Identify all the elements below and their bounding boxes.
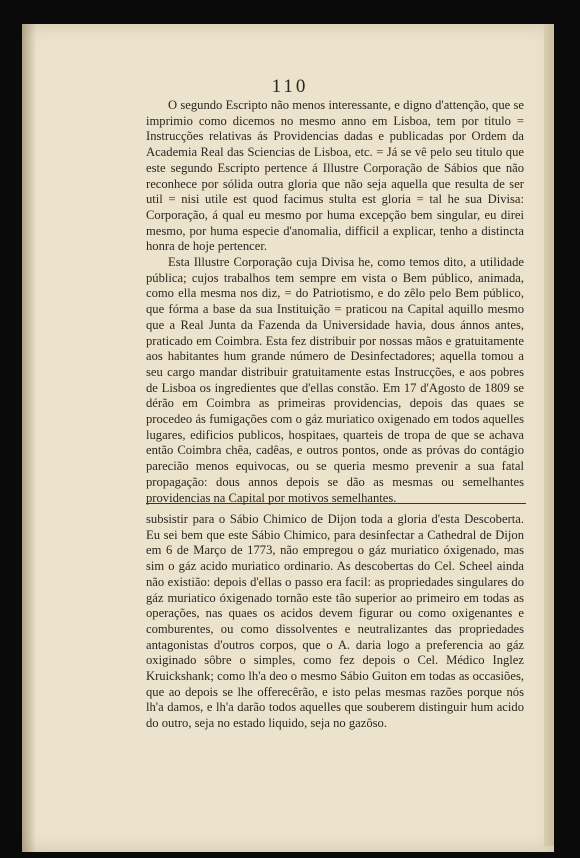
paragraph: Esta Illustre Corporação cuja Divisa he, como temos dito, a utilidade pública; cujos trabalhos tem sempre em vista o Bem público, animada, como ella mesma nos diz, = do Patriotismo, e do zêlo pelo Bem público, que fórma a base da sua Instituição = praticou na Capital aquillo mesmo que a Real Junta da Fazenda da Universidade havia, dous ánnos antes, praticado em Coimbra. Esta fez distribuir por nossas mãos e gratuitamente aos habitantes hum grande número de Desinfectadores; aquella tomou a seu cargo mandar distribuir gratuitamente estas Instrucções, e aos pobres de Lisboa os ingredientes que d'ellas constão. Em 17 d'Agosto de 1809 se dérão em Coimbra as primeiras providencias, depois das quaes se procedeo ás fumigações com o gáz muriatico oxigenado em todos aquelles lugares, edificios publicos, hospitaes, quarteis de tropa de que se achava então Coimbra chêa, cadêas, e outros pontos, onde as próvas do contágio parecião menos equivocas, ou se queria mesmo prevenir a sua fatal propagação: dous annos depois se dão as mesmas ou semelhantes providencias na Capital por motivos semelhantes. [146, 255, 524, 505]
page-edge [544, 24, 554, 846]
paragraph: O segundo Escripto não menos interessante, e digno d'attenção, que se imprimio como dicemos no mesmo anno em Lisboa, tem por titulo = Instrucções relativas ás Providencias dadas e publicadas por Ordem da Academia Real das Sciencias de Lisboa, etc. = Já se vê pelo seu titulo que este segundo Escripto pertence á Illustre Corporação de Sábios que não reconhece por sólida outra gloria que não seja aquella que resulta de ser util = nisi utile est quod facimus stulta est gloria = tal he sua Divisa: Corporação, á qual eu mesmo por huma excepção bem singular, eu direi mesmo, por huma especie d'anomalia, difficil a explicar, tenho a distincta honra de hoje pertencer. [146, 98, 524, 254]
main-text [146, 98, 524, 506]
footnote-paragraph: subsistir para o Sábio Chimico de Dijon toda a gloria d'esta Descoberta. Eu sei bem que este Sábio Chimico, para desinfectar a Cathedral de Dijon em 6 de Março de 1773, não empregou o gáz muriatico óxigenado, mas sim o gáz acido muriatico ordinario. As descobertas do Cel. Scheel ainda não existião: depois d'ellas o passo era facil: as propriedades singulares do gáz muriatico óxigenado tornão este tão superior ao primeiro em todas as operações, nas quaes os acidos devem figurar ou como oxigenantes e comburentes, ou como dissolventes e neutralizantes das propriedades antagonistas d'outros corpos, que o A. daria logo a preferencia ao gáz oxiginado sôbre o simples, como fez depois o Cel. Médico Inglez Kruickshank; como lh'a deo o mesmo Sábio Guiton em todas as occasiões, que ao depois se lhe offerecêrão, e isto pelas mesmas razões porque nós lh'a damos, e lh'a darão todos aquelles que souberem distinguir hum acido do outro, seja no estado liquido, seja no gazôso. [146, 512, 524, 731]
page-gutter-shadow [22, 24, 36, 852]
page-number: 110 [271, 76, 309, 97]
footnote-divider [146, 503, 526, 504]
footnote-text [146, 512, 524, 732]
